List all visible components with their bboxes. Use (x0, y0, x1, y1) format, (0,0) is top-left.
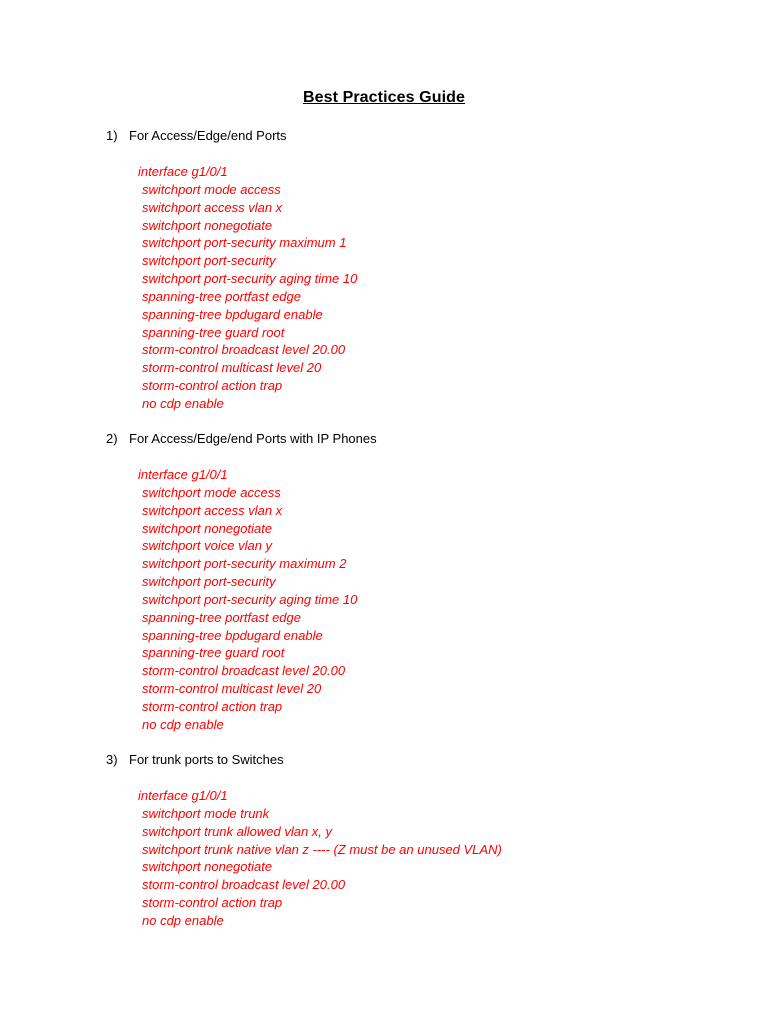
section-number: 3) (106, 752, 118, 767)
config-block (106, 787, 726, 930)
config-line: switchport trunk allowed vlan x, y (142, 823, 333, 839)
config-line: spanning-tree bpdugard enable (142, 627, 323, 643)
section-number: 2) (106, 431, 118, 446)
config-line: switchport access vlan x (142, 502, 283, 518)
config-line: spanning-tree guard root (142, 645, 285, 661)
config-line: no cdp enable (142, 912, 224, 928)
config-line: no cdp enable (142, 395, 224, 411)
config-interface-line: interface g1/0/1 (138, 467, 228, 482)
page-title: Best Practices Guide (302, 89, 466, 106)
section-access-ports (106, 127, 726, 413)
section-heading (106, 127, 726, 145)
config-line: spanning-tree portfast edge (142, 288, 301, 304)
config-line: switchport voice vlan y (142, 538, 273, 554)
config-line: spanning-tree portfast edge (142, 609, 301, 625)
config-line: storm-control multicast level 20 (142, 681, 322, 697)
section-heading-text: For Access/Edge/end Ports (129, 128, 287, 143)
config-block (106, 163, 726, 413)
config-line: switchport port-security maximum 1 (142, 235, 347, 251)
section-trunk-ports (106, 751, 726, 930)
config-line: switchport nonegotiate (142, 859, 273, 875)
config-line: storm-control action trap (142, 378, 283, 394)
config-interface-line: interface g1/0/1 (138, 788, 228, 803)
section-heading-text: For Access/Edge/end Ports with IP Phones (129, 431, 377, 446)
section-heading (106, 430, 726, 448)
config-interface-line: interface g1/0/1 (138, 164, 228, 179)
config-line: switchport mode trunk (142, 805, 270, 821)
config-line: no cdp enable (142, 716, 224, 732)
section-number: 1) (106, 128, 118, 143)
config-line: switchport port-security (142, 574, 276, 590)
config-line: spanning-tree guard root (142, 324, 285, 340)
config-block (106, 466, 726, 734)
config-line: switchport nonegotiate (142, 217, 273, 233)
config-line: switchport trunk native vlan z ---- (Z must be an unused VLAN) (142, 841, 502, 857)
section-heading (106, 751, 726, 769)
config-line: storm-control multicast level 20 (142, 360, 322, 376)
config-line: storm-control broadcast level 20.00 (142, 877, 346, 893)
config-line: switchport mode access (142, 484, 281, 500)
config-line: switchport access vlan x (142, 199, 283, 215)
config-line: switchport port-security maximum 2 (142, 556, 347, 572)
config-line: storm-control action trap (142, 698, 283, 714)
config-line: switchport port-security aging time 10 (142, 591, 358, 607)
section-ip-phone-ports (106, 430, 726, 734)
config-line: switchport port-security aging time 10 (142, 271, 358, 287)
config-line: storm-control action trap (142, 895, 283, 911)
config-line: switchport mode access (142, 181, 281, 197)
config-line: storm-control broadcast level 20.00 (142, 342, 346, 358)
config-line: storm-control broadcast level 20.00 (142, 663, 346, 679)
section-heading-text: For trunk ports to Switches (129, 752, 284, 767)
config-line: switchport port-security (142, 253, 276, 269)
config-line: spanning-tree bpdugard enable (142, 306, 323, 322)
config-line: switchport nonegotiate (142, 520, 273, 536)
